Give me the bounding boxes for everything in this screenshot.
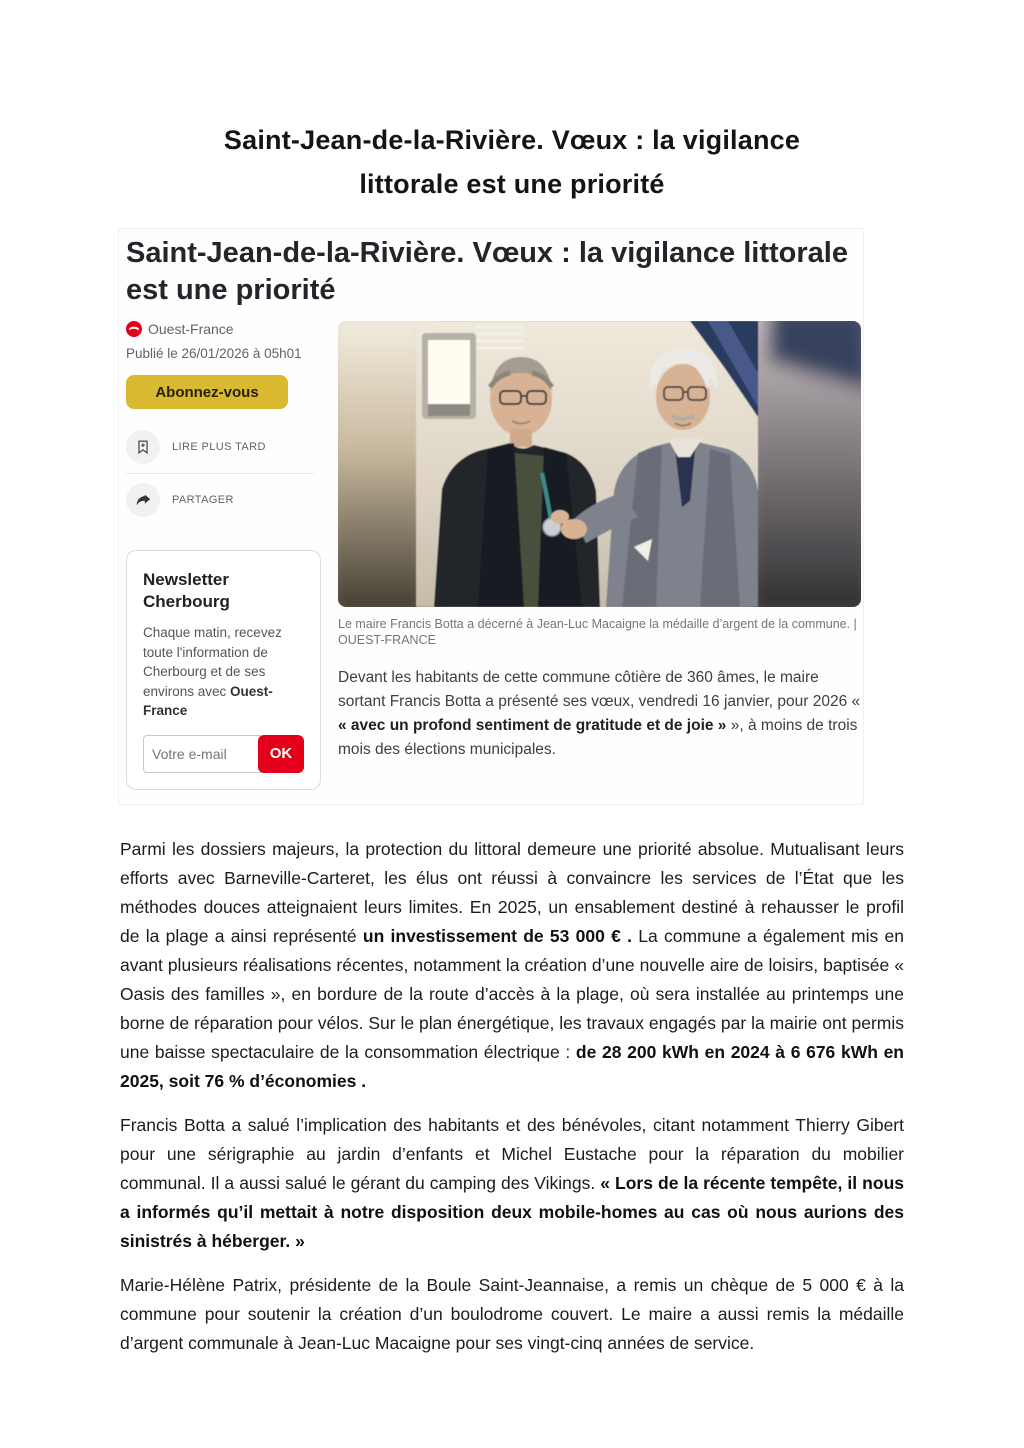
article-left-column: [126, 321, 322, 790]
p1-text-2: La commune a également mis en avant plusieurs réalisations récentes, notamment la création d’une nouvelle aire de loisirs, baptisée « Oasis des familles », en bordure de la route d’accès à la plage, où sera installée au printemps une borne de réparation pour vélos. Sur le plan énergétique, les travaux engagés par la mairie ont permis une baisse spectaculaire de la consommation électrique :: [120, 925, 904, 1062]
source-label: Ouest-France: [148, 321, 234, 337]
lead-quote: « avec un profond sentiment de gratitude et de joie »: [338, 717, 731, 734]
document-title: [120, 118, 904, 206]
newsletter-title: Newsletter Cherbourg: [143, 570, 230, 611]
lead-text-2: », à moins de trois mois des élections municipales.: [338, 717, 858, 758]
newsletter-description-text: Chaque matin, recevez toute l'information de Cherbourg et de ses environs avec: [143, 625, 282, 699]
bookmark-plus-icon: [126, 430, 160, 464]
medal-ceremony-photo: [338, 321, 861, 607]
body-paragraph-1: [120, 835, 904, 1096]
newsletter-ok-button[interactable]: OK: [258, 735, 304, 773]
ouest-france-logo-icon: [126, 321, 142, 337]
article-screenshot: [118, 228, 864, 805]
share-button[interactable]: [126, 474, 314, 526]
document-title-line1: Saint-Jean-de-la-Rivière. Vœux : la vigilance: [223, 125, 801, 155]
article-main-column: [338, 321, 861, 790]
document-body: [120, 835, 904, 1358]
p1-bold-investment: un investissement de 53 000 € .: [362, 925, 632, 946]
article-headline: Saint-Jean-de-la-Rivière. Vœux : la vigilance littorale est une priorité: [126, 237, 848, 306]
article-actions: [126, 421, 314, 526]
subscribe-button[interactable]: Abonnez-vous: [126, 375, 288, 409]
article-layout: [119, 321, 863, 790]
p2-text: Francis Botta a salué l’implication des habitants et des bénévoles, citant notamment Thierry Gibert pour une sérigraphie au jardin d’enfants et Michel Eustache pour la réparation du mobilier communal. Il a aussi salué le gérant du camping des Vikings.: [120, 1114, 904, 1193]
newsletter-form: [143, 735, 304, 773]
p1-bold-energy: de 28 200 kWh en 2024 à 6 676 kWh en 2025, soit 76 % d’économies .: [120, 1041, 904, 1091]
newsletter-card: [126, 550, 321, 790]
publish-date: Publié le 26/01/2026 à 05h01: [126, 346, 302, 361]
lead-text-1: Devant les habitants de cette commune côtière de 360 âmes, le maire sortant Francis Botta a présenté ses vœux, vendredi 16 janvier, pour 2026 «: [338, 669, 861, 710]
newsletter-description: [143, 623, 304, 721]
body-paragraph-2: [120, 1111, 904, 1256]
photo-caption: Le maire Francis Botta a décerné à Jean-Luc Macaigne la médaille d’argent de la commune. | OUEST-FRANCE: [338, 617, 857, 647]
share-arrow-icon: [126, 483, 160, 517]
body-paragraph-3: Marie-Hélène Patrix, présidente de la Boule Saint-Jeannaise, a remis un chèque de 5 000 € à la commune pour soutenir la création d’un boulodrome couvert. Le maire a aussi remis la médaille d’argent communale à Jean-Luc Macaigne pour ses vingt-cinq années de service.: [120, 1274, 904, 1353]
read-later-button[interactable]: [126, 421, 314, 473]
document-title-line2: littorale est une priorité: [359, 169, 665, 199]
share-label: PARTAGER: [172, 494, 234, 506]
newsletter-email-input[interactable]: [143, 735, 261, 773]
article-lead: [338, 666, 861, 762]
read-later-label: LIRE PLUS TARD: [172, 441, 266, 453]
source-row: [126, 321, 322, 337]
newsletter-description-brand: Ouest-France: [143, 683, 273, 718]
p1-text-1: Parmi les dossiers majeurs, la protection du littoral demeure une priorité absolue. Mutualisant leurs efforts avec Barneville-Carteret, les élus ont réussi à convaincre les services de l’État que les méthodes douces atteignaient leurs limites. En 2025, un ensablement destiné à rehausser le profil de la plage a ainsi représenté: [120, 838, 904, 946]
p2-bold-quote: « Lors de la récente tempête, il nous a informés qu’il mettait à notre disposition deux mobile-homes au cas où nous aurions des sinistrés à héberger. »: [120, 1172, 904, 1251]
article-photo: [338, 321, 861, 607]
